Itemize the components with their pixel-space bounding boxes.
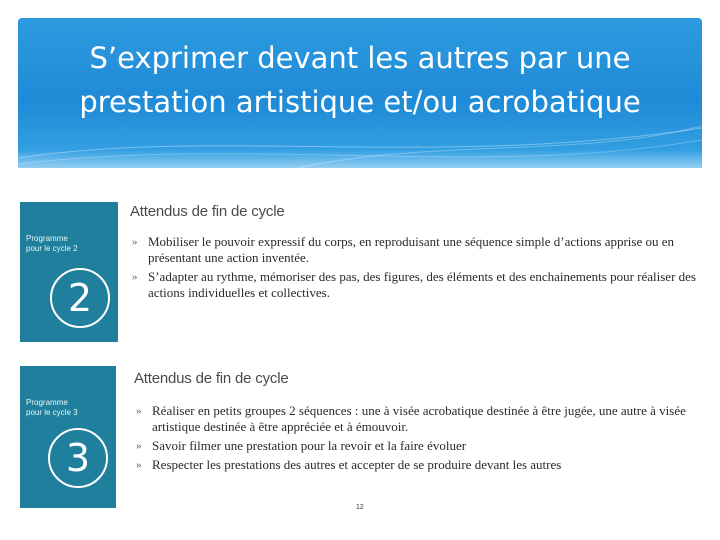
bullet-icon: » — [136, 459, 142, 471]
list-item-text: Savoir filmer une prestation pour la revoir et la faire évoluer — [152, 438, 467, 453]
cycle-2-label-line-2: pour le cycle 2 — [26, 244, 78, 253]
list-item — [134, 457, 700, 473]
cycle-2-label-line-1: Programme — [26, 234, 68, 243]
banner-fade — [18, 150, 702, 190]
list-item — [134, 438, 700, 454]
cycle-3-number: 3 — [48, 428, 108, 488]
cycle-2-list — [130, 234, 700, 301]
cycle-3-label-line-2: pour le cycle 3 — [26, 408, 78, 417]
cycle-3-list — [134, 403, 700, 473]
cycle-2-label — [26, 234, 78, 254]
cycle-3-tile — [20, 366, 116, 508]
cycle-2-tile — [20, 202, 118, 342]
cycle-3-label — [26, 398, 78, 418]
bullet-icon: » — [132, 271, 138, 283]
cycle-2-number: 2 — [50, 268, 110, 328]
list-item-text: S’adapter au rythme, mémoriser des pas, des figures, des éléments et des enchainements pour réaliser des actions individuelles et collectives. — [148, 269, 696, 300]
cycle-2-heading: Attendus de fin de cycle — [130, 203, 285, 220]
list-item — [130, 269, 700, 301]
list-item — [130, 234, 700, 266]
bullet-icon: » — [132, 236, 138, 248]
title-banner — [18, 18, 702, 168]
list-item-text: Mobiliser le pouvoir expressif du corps, en reproduisant une séquence simple d’actions apprise ou en présentant une action inventée. — [148, 234, 674, 265]
bullet-icon: » — [136, 405, 142, 417]
slide-title-line-1: S’exprimer devant les autres par une — [89, 41, 631, 75]
bullet-icon: » — [136, 440, 142, 452]
slide-title — [18, 36, 702, 124]
list-item-text: Respecter les prestations des autres et accepter de se produire devant les autres — [152, 457, 562, 472]
list-item — [134, 403, 700, 435]
cycle-3-label-line-1: Programme — [26, 398, 68, 407]
cycle-2-expectations — [130, 203, 700, 301]
page-number: 12 — [356, 504, 364, 511]
list-item-text: Réaliser en petits groupes 2 séquences : une à visée acrobatique destinée à être jugée, une autre à visée artistique destinée à être appréciée et à émouvoir. — [152, 403, 686, 434]
cycle-3-heading: Attendus de fin de cycle — [134, 370, 289, 387]
cycle-3-expectations — [134, 370, 700, 473]
slide-title-line-2: prestation artistique et/ou acrobatique — [79, 85, 641, 119]
